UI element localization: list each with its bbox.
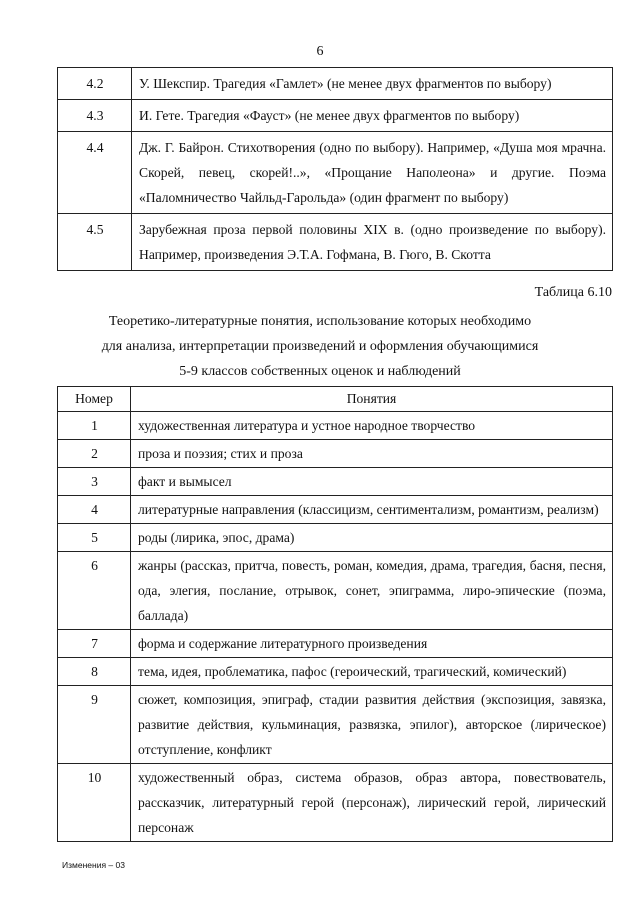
row-text: жанры (рассказ, притча, повесть, роман, комедия, драма, трагедия, басня, песня, ода, элегия, послание, отрывок, сонет, эпиграмма, лиро-эпические (поэма, баллада) — [131, 552, 613, 630]
page-number: 6 — [316, 44, 324, 59]
table-row — [58, 764, 613, 842]
row-number: 7 — [58, 630, 131, 658]
row-number: 1 — [58, 412, 131, 440]
row-text: роды (лирика, эпос, драма) — [131, 524, 613, 552]
row-text: Зарубежная проза первой половины XIX в. (одно произведение по выбору). Например, произведения Э.Т.А. Гофмана, В. Гюго, В. Скотта — [132, 214, 613, 271]
row-number: 4.4 — [58, 132, 132, 214]
row-number: 4.2 — [58, 68, 132, 100]
row-text: факт и вымысел — [131, 468, 613, 496]
row-number: 2 — [58, 440, 131, 468]
row-number: 10 — [58, 764, 131, 842]
row-text: форма и содержание литературного произведения — [131, 630, 613, 658]
table-row — [58, 496, 613, 524]
table-header-row — [58, 387, 613, 412]
table-heading-line: Теоретико-литературные понятия, использование которых необходимо — [108, 314, 532, 329]
row-text: Дж. Г. Байрон. Стихотворения (одно по выбору). Например, «Душа моя мрачна. Скорей, певец, скорей!..», «Прощание Наполеона» и другие. Поэма «Паломничество Чайльд-Гарольда» (один фрагмент по выбору) — [132, 132, 613, 214]
column-header-number: Номер — [58, 387, 131, 412]
row-number: 3 — [58, 468, 131, 496]
table-row — [58, 468, 613, 496]
table-row — [58, 214, 613, 271]
table-row — [58, 630, 613, 658]
row-number: 9 — [58, 686, 131, 764]
row-number: 4.5 — [58, 214, 132, 271]
table-row — [58, 440, 613, 468]
row-number: 6 — [58, 552, 131, 630]
row-text: проза и поэзия; стих и проза — [131, 440, 613, 468]
footer-revision: Изменения – 03 — [62, 860, 125, 870]
concepts-table — [57, 386, 613, 842]
row-text: сюжет, композиция, эпиграф, стадии развития действия (экспозиция, завязка, развитие действия, кульминация, развязка, эпилог), авторское (лирическое) отступление, конфликт — [131, 686, 613, 764]
row-number: 8 — [58, 658, 131, 686]
table-heading-line: для анализа, интерпретации произведений и оформления обучающимися — [101, 339, 539, 354]
row-text: художественная литература и устное народное творчество — [131, 412, 613, 440]
table-caption: Таблица 6.10 — [534, 285, 612, 300]
row-number: 4 — [58, 496, 131, 524]
table-row — [58, 658, 613, 686]
column-header-concepts: Понятия — [131, 387, 613, 412]
table-row — [58, 100, 613, 132]
row-number: 5 — [58, 524, 131, 552]
row-text: тема, идея, проблематика, пафос (героический, трагический, комический) — [131, 658, 613, 686]
row-text: художественный образ, система образов, образ автора, повествователь, рассказчик, литературный герой (персонаж), лирический герой, лирический персонаж — [131, 764, 613, 842]
row-number: 4.3 — [58, 100, 132, 132]
table-row — [58, 524, 613, 552]
table-row — [58, 686, 613, 764]
table-row — [58, 412, 613, 440]
row-text: литературные направления (классицизм, сентиментализм, романтизм, реализм) — [131, 496, 613, 524]
works-table — [57, 67, 613, 271]
table-row — [58, 68, 613, 100]
row-text: У. Шекспир. Трагедия «Гамлет» (не менее двух фрагментов по выбору) — [132, 68, 613, 100]
table-row — [58, 132, 613, 214]
table-row — [58, 552, 613, 630]
table-heading-line: 5-9 классов собственных оценок и наблюдений — [179, 364, 461, 379]
row-text: И. Гете. Трагедия «Фауст» (не менее двух фрагментов по выбору) — [132, 100, 613, 132]
